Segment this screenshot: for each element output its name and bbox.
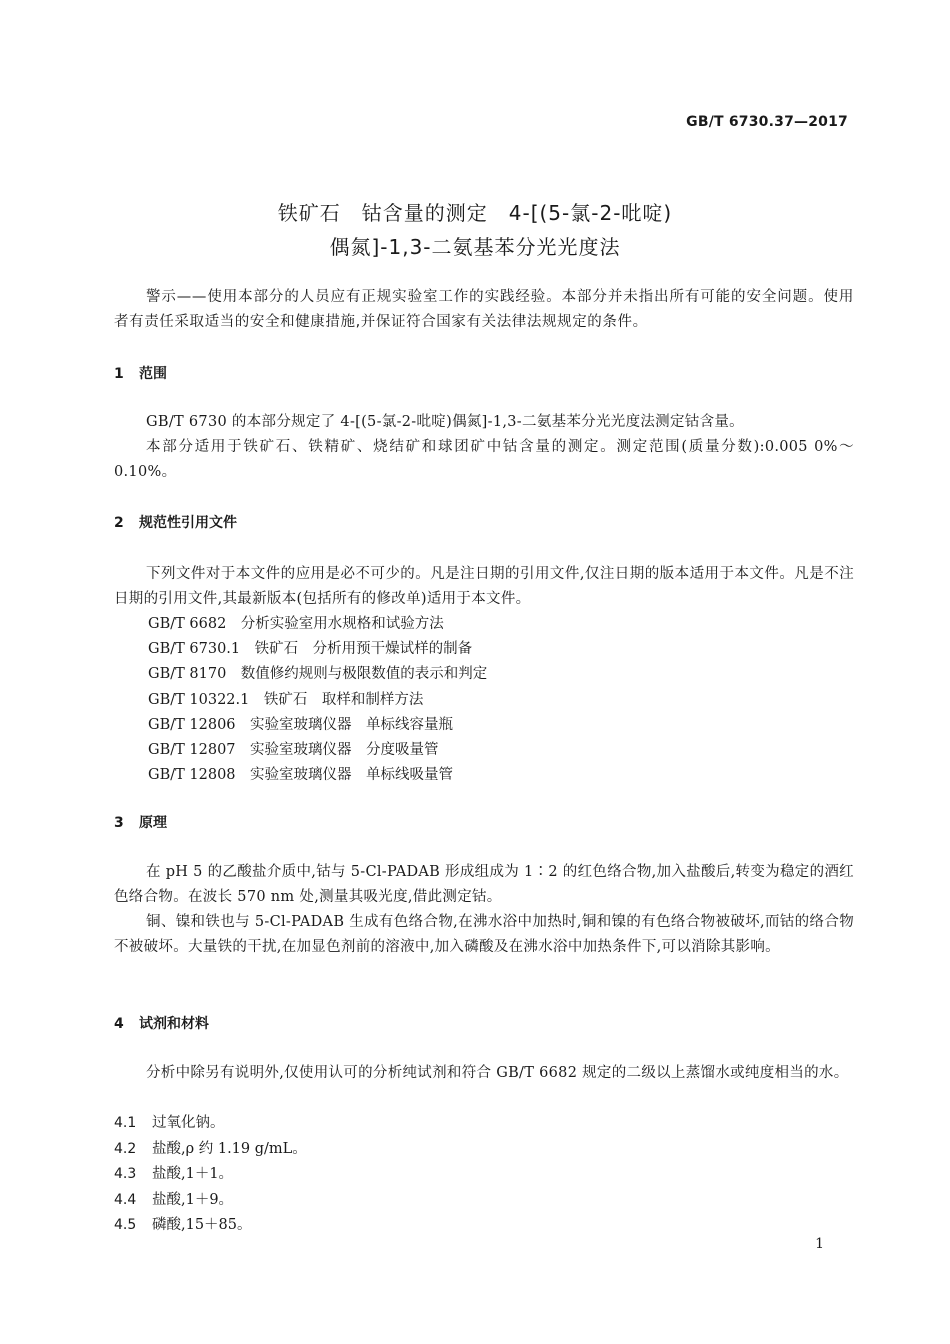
title-line-2: 偶氮]-1,3-二氨基苯分光光度法 [329,235,621,259]
reagents-intro: 分析中除另有说明外,仅使用认可的分析纯试剂和符合 GB/T 6682 规定的二级以上蒸馏水或纯度相当的水。 [146,1065,849,1081]
section-title: 试剂和材料 [139,1016,209,1032]
item-number: 4.3 [114,1166,137,1183]
item-text: 盐酸,1＋9。 [152,1191,234,1208]
item-text: 盐酸,ρ 约 1.19 g/mL。 [152,1140,307,1157]
reagent-item [114,1162,307,1188]
reagent-item [114,1111,307,1137]
section-title: 原理 [139,815,167,831]
item-text: 盐酸,1＋1。 [152,1166,234,1183]
reagent-item [114,1188,307,1214]
reagent-list [114,1111,307,1239]
page-number: 1 [815,1236,824,1252]
scope-paragraph-2: 本部分适用于铁矿石、铁精矿、烧结矿和球团矿中钴含量的测定。测定范围(质量分数):0.005 0%～0.10%。 [114,439,854,480]
principle-paragraph-1: 在 pH 5 的乙酸盐介质中,钴与 5-Cl-PADAB 形成组成为 1∶2 的红色络合物,加入盐酸后,转变为稳定的酒红色络合物。在波长 570 nm 处,测量其吸光度,借此测定钴。 [114,864,854,905]
reagent-item [114,1213,307,1239]
principle-paragraph-2: 铜、镍和铁也与 5-Cl-PADAB 生成有色络合物,在沸水浴中加热时,铜和镍的有色络合物被破坏,而钴的络合物不被破坏。大量铁的干扰,在加显色剂前的溶液中,加入磷酸及在沸水浴中加热条件下,可以消除其影响。 [114,914,854,955]
reference-item: GB/T 12807 实验室玻璃仪器 分度吸量管 [148,742,439,759]
section-title: 规范性引用文件 [139,515,237,531]
section-2-heading [114,512,237,532]
item-number: 4.5 [114,1217,137,1234]
item-number: 4.1 [114,1115,137,1131]
standard-number: GB/T 6730.37—2017 [686,114,848,130]
reference-item: GB/T 6682 分析实验室用水规格和试验方法 [148,616,444,632]
section-number: 4 [114,1016,124,1032]
safety-warning: 警示——使用本部分的人员应有正规实验室工作的实践经验。本部分并未指出所有可能的安全问题。使用者有责任采取适当的安全和健康措施,并保证符合国家有关法律法规规定的条件。 [114,289,854,330]
item-text: 磷酸,15＋85。 [152,1217,252,1234]
scope-paragraph-1: GB/T 6730 的本部分规定了 4-[(5-氯-2-吡啶)偶氮]-1,3-二氨基苯分光光度法测定钴含量。 [146,414,744,430]
reference-item: GB/T 12806 实验室玻璃仪器 单标线容量瓶 [148,716,454,733]
item-text: 过氧化钠。 [152,1115,225,1131]
reference-item: GB/T 12808 实验室玻璃仪器 单标线吸量管 [148,767,454,784]
reference-item: GB/T 6730.1 铁矿石 分析用预干燥试样的制备 [148,641,473,658]
reference-list [148,612,487,788]
reference-item: GB/T 8170 数值修约规则与极限数值的表示和判定 [148,666,488,683]
section-4-heading [114,1013,209,1033]
section-title: 范围 [139,366,167,382]
reagent-item [114,1137,307,1163]
normative-references-intro: 下列文件对于本文件的应用是必不可少的。凡是注日期的引用文件,仅注日期的版本适用于本文件。凡是不注日期的引用文件,其最新版本(包括所有的修改单)适用于本文件。 [114,566,854,607]
document-title [0,196,950,264]
title-line-1: 铁矿石 钴含量的测定 4-[(5-氯-2-吡啶) [277,201,673,225]
section-number: 2 [114,515,124,531]
section-1-heading [114,363,167,383]
reference-item: GB/T 10322.1 铁矿石 取样和制样方法 [148,691,424,708]
section-3-heading [114,812,167,832]
item-number: 4.2 [114,1140,137,1157]
item-number: 4.4 [114,1191,137,1208]
section-number: 1 [114,366,124,382]
section-number: 3 [114,815,124,831]
